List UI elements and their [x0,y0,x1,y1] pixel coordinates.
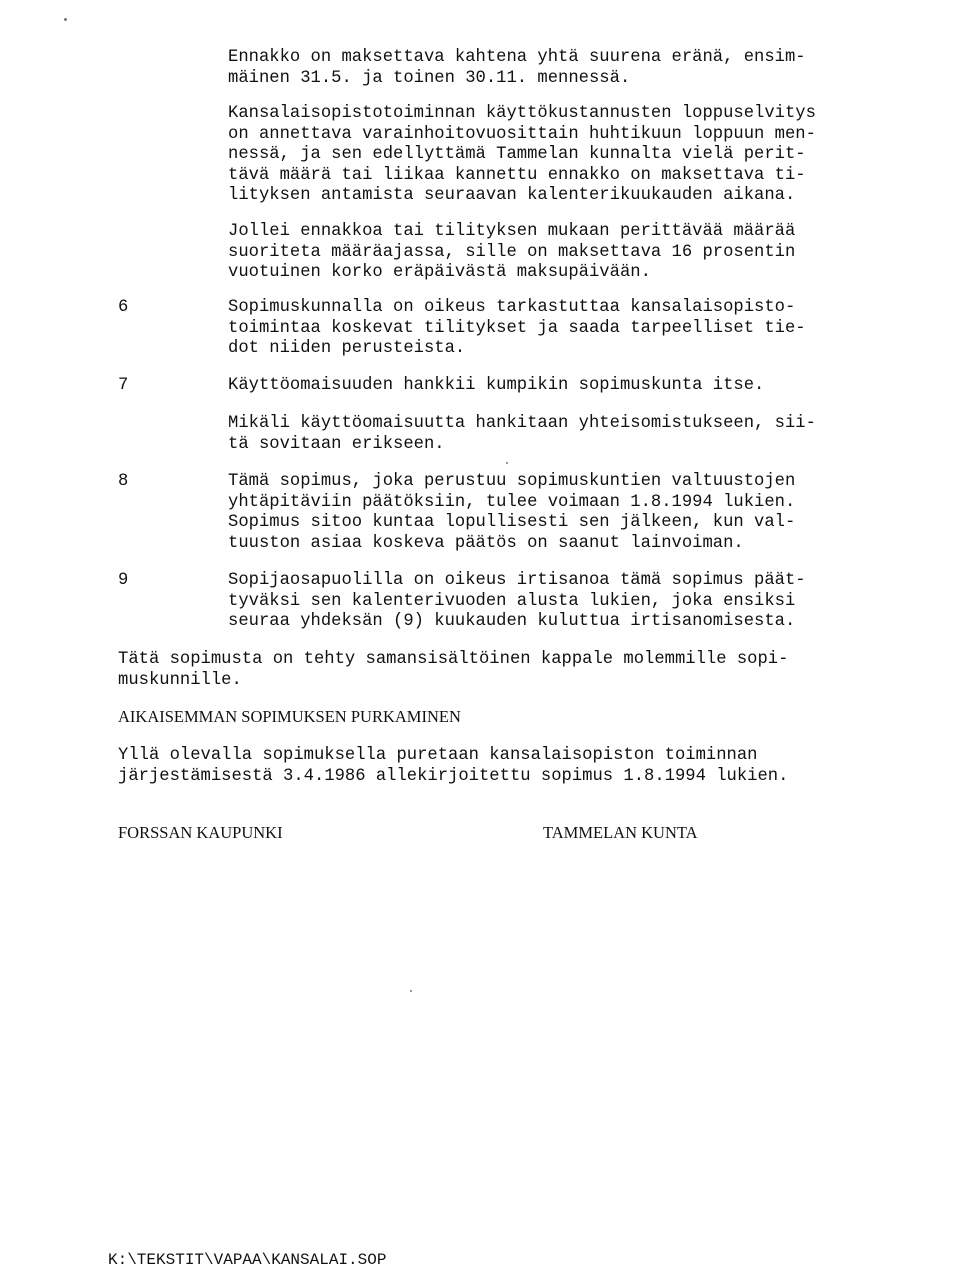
signature-tammela: TAMMELAN KUNTA [543,823,698,842]
scan-speck [64,18,67,21]
paragraph-fixed-assets: Käyttöomaisuuden hankkii kumpikin sopimuskunta itse. [228,376,765,395]
footer-file-path: K:\TEKSTIT\VAPAA\KANSALAI.SOP [108,1251,387,1269]
signature-forssa: FORSSAN KAUPUNKI [118,823,283,842]
paragraph-termination-of-previous: Yllä olevalla sopimuksella puretaan kansalaisopiston toiminnan järjestämisestä 3.4.1986 allekirjoitettu sopimus 1.8.1994 lukien. [118,746,789,786]
paragraph-entry-into-force: Tämä sopimus, joka perustuu sopimuskuntien valtuustojen yhtäpitäviin päätöksiin, tulee voimaan 1.8.1994 lukien. Sopimus sitoo kuntaa lopullisesti sen jälkeen, kun val- tuuston asiaa koskeva päätös on saanut lainvoiman. [228,472,796,553]
section-number-6: 6 [118,298,129,317]
scan-speck [410,990,412,992]
paragraph-final-statement: Kansalaisopistotoiminnan käyttökustannusten loppuselvitys on annettava varainhoitovuosittain huhtikuun loppuun men- nessä, ja sen edellyttämä Tammelan kunnalta vielä perit- tävä määrä tai liikaa kannettu ennakko on maksettava ti- lityksen antamista seuraavan kalenterikuukauden aikana. [228,104,816,205]
paragraph-termination: Sopijaosapuolilla on oikeus irtisanoa tämä sopimus päät- tyväksi sen kalenterivuoden alusta lukien, joka ensiksi seuraa yhdeksän (9) kuukauden kuluttua irtisanomisesta. [228,571,806,631]
scan-speck [506,462,508,464]
paragraph-joint-ownership: Mikäli käyttöomaisuutta hankitaan yhteisomistukseen, sii- tä sovitaan erikseen. [228,414,816,454]
paragraph-late-interest: Jollei ennakkoa tai tilityksen mukaan perittävää määrää suoriteta määräajassa, sille on maksettava 16 prosentin vuotuinen korko eräpäivästä maksupäivään. [228,222,796,282]
paragraph-copies: Tätä sopimusta on tehty samansisältöinen kappale molemmille sopi- muskunnille. [118,650,789,690]
section-number-7: 7 [118,376,129,395]
section-number-8: 8 [118,472,129,491]
section-number-9: 9 [118,571,129,590]
paragraph-audit-right: Sopimuskunnalla on oikeus tarkastuttaa kansalaisopisto- toimintaa koskevat tilitykset ja saada tarpeelliset tie- dot niiden perusteista. [228,298,806,358]
section-heading-previous-agreement: AIKAISEMMAN SOPIMUKSEN PURKAMINEN [118,707,461,726]
paragraph-advance-payment: Ennakko on maksettava kahtena yhtä suurena eränä, ensim- mäinen 31.5. ja toinen 30.11. mennessä. [228,48,806,88]
